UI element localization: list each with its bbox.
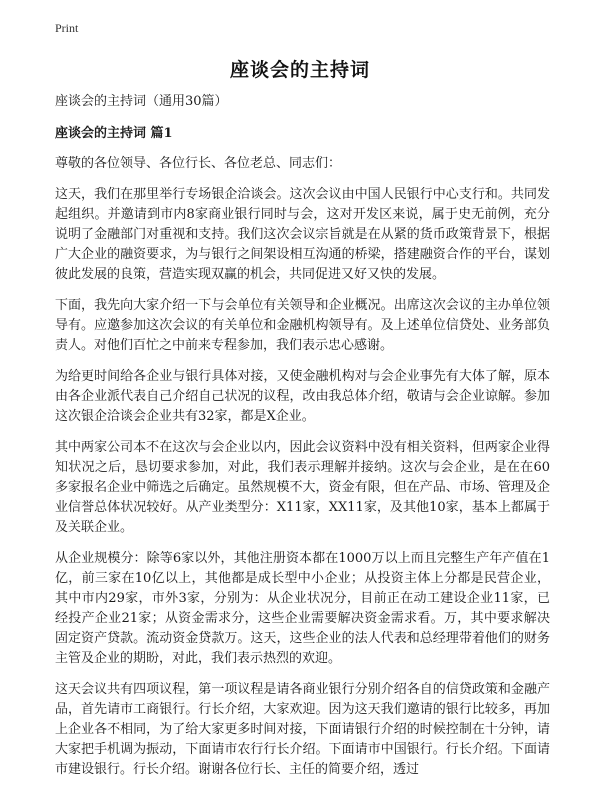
document-subtitle: 座谈会的主持词（通用30篇） [55,94,228,109]
section-heading: 座谈会的主持词 篇1 [55,126,173,141]
document-body [55,92,550,791]
paragraph: 下面，我先向大家介绍一下与会单位有关领导和企业概况。出席这次会议的主办单位领导有。应邀参加这次会议的有关单位和金融机构领导有。及上述单位信贷处、业务部负责人。对他们百忙之中前来专程参加，我们表示忠心感谢。 [55,298,550,353]
paragraph: 这天，我们在那里举行专场银企洽谈会。这次会议由中国人民银行中心支行和。共同发起组织。并邀请到市内8家商业银行同时与会，这对开发区来说，属于史无前例，充分说明了金融部门对重视和支持。我们这次会议宗旨就是在从紧的货币政策背景下，根据广大企业的融资要求，为与银行之间架设相互沟通的桥梁，搭建融资合作的平台，谋划彼此发展的良策，营造实现双赢的机会，共同促进又好又快的发展。 [55,187,550,282]
paragraph: 这天会议共有四项议程，第一项议程是请各商业银行分别介绍各自的信贷政策和金融产品，首先请市工商银行。行长介绍，大家欢迎。因为这天我们邀请的银行比较多，再加上企业各不相同，为了给大家更多时间对接，下面请银行介绍的时候控制在十分钟，请大家把手机调为振动，下面请市农行行长介绍。下面请市中国银行。行长介绍。下面请市建设银行。行长介绍。谢谢各位行长、主任的简要介绍，透过 [55,682,550,777]
paragraph: 从企业规模分：除等6家以外，其他注册资本都在1000万以上而且完整生产年产值在1亿，前三家在10亿以上，其他都是成长型中小企业；从投资主体上分都是民营企业，其中市内29家，市外3家，分别为：从企业状况分，目前正在动工建设企业11家，已经投产企业21家；从资金需求分，这些企业需要解决资金需求看。万，其中要求解决固定资产贷款。流动资金贷款万。这天，这些企业的法人代表和总经理带着他们的财务主管及企业的期盼，对此，我们表示热烈的欢迎。 [55,551,550,666]
paragraph: 为给更时间给各企业与银行具体对接，又使金融机构对与会企业事先有大体了解，原本由各企业派代表自己介绍自己状况的议程，改由我总体介绍，敬请与会企业谅解。参加这次银企洽谈会企业共有32家，都是X企业。 [55,369,550,424]
document-title: 座谈会的主持词 [229,59,370,81]
paragraph-salutation: 尊敬的各位领导、各位行长、各位老总、同志们： [55,156,342,171]
paragraph: 其中两家公司本不在这次与会企业以内，因此会议资料中没有相关资料，但两家企业得知状况之后，恳切要求参加，对此，我们表示理解并接纳。这次与会企业，是在在60多家报名企业中筛选之后确定。虽然规模不大，资金有限，但在产品、市场、管理及企业信誉总体状况较好。从产业类型分：X11家，XX11家，及其他10家，基本上都属于及关联企业。 [55,440,550,535]
print-label: Print [55,21,79,35]
